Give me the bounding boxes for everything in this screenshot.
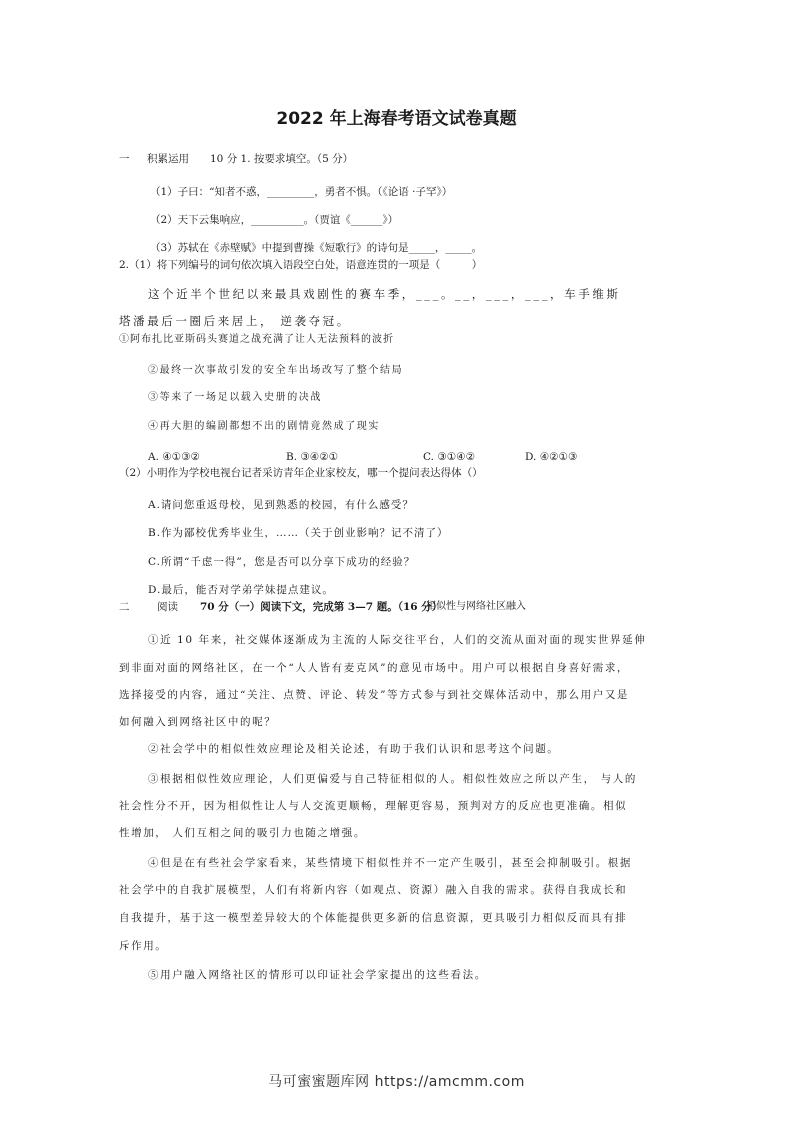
article-title: 相似性与网络社区融入 — [426, 601, 526, 612]
paragraph-1-line-4: 如何融入到网络社区中的呢？ — [119, 716, 277, 728]
sub2-option-c: C.所谓“千虑一得”，您是否可以分享下成功的经验？ — [148, 556, 416, 568]
paragraph-4-line-1: ④但是在有些社会学家看来，某些情境下相似性并不一定产生吸引，甚至会抑制吸引。根据 — [148, 857, 632, 869]
sub2-option-b: B.作为鄙校优秀毕业生，……（关于创业影响？记不清了） — [148, 527, 449, 539]
choice-b: B. ③④②① — [286, 451, 339, 463]
sentence-3: ③等来了一场足以载入史册的决战 — [148, 392, 322, 403]
sentence-1: ①阿布扎比亚斯码头赛道之战充满了让人无法预料的波折 — [119, 334, 394, 345]
paragraph-1-line-3: 选择接受的内容，通过“关注、点赞、评论、转发”等方式参与到社交媒体活动中，那么用户又是 — [119, 689, 630, 701]
paragraph-2-line-1: ②社会学中的相似性效应理论及相关论述，有助于我们认识和思考这个问题。 — [148, 743, 560, 755]
fill-item-3: （3）苏轼在《赤壁赋》中提到曹操《短歌行》的诗句是_____，_____。 — [150, 242, 483, 254]
paragraph-4-line-2: 社会学中的自我扩展模型，人们有将新内容（如观点、资源）融入自我的需求。获得自我成长和 — [119, 884, 628, 896]
paragraph-5-line-1: ⑤用户融入网络社区的情形可以印证社会学家提出的这些看法。 — [148, 969, 487, 981]
section2-header: 70 分（一）阅读下文，完成第 3—7 题。（16 分） — [200, 601, 443, 613]
fill-item-1: （1）子曰：“知者不惑，_________，勇者不惧。（《论语 ·子罕》） — [150, 186, 453, 198]
section2-number: 二 — [119, 601, 130, 613]
question2-stem: 2.（1）将下列编号的词句依次填入语段空白处，语意连贯的一项是（ ） — [119, 259, 483, 271]
paragraph-3-line-1: ③根据相似性效应理论，人们更偏爱与自己特征相似的人。相似性效应之所以产生， 与人的 — [148, 773, 637, 785]
fill-item-2: （2）天下云集响应，__________。（贾谊《______》） — [150, 214, 399, 226]
sub2-option-a: A.请问您重返母校，见到熟悉的校园，有什么感受？ — [148, 499, 414, 511]
choice-a: A. ④①③② — [148, 451, 200, 463]
choice-d: D. ④②①③ — [525, 451, 578, 463]
passage-line-1: 这个近半个世纪以来最具戏剧性的赛车季，___。__，___，___，车手维斯 — [148, 287, 621, 301]
passage-line-2: 塔潘最后一圈后来居上， 逆袭夺冠。 — [119, 314, 351, 328]
paragraph-4-line-3: 自我提升，基于这一模型差异较大的个体能提供更多新的信息资源，更具吸引力相似反而具有排 — [119, 912, 628, 924]
paragraph-1-line-1: ①近 10 年来，社交媒体逐渐成为主流的人际交往平台，人们的交流从面对面的现实世界延伸 — [148, 634, 647, 646]
paragraph-3-line-3: 性增加， 人们互相之间的吸引力也随之增强。 — [119, 827, 366, 839]
section1-name: 积累运用 — [147, 153, 189, 165]
footer-watermark: 马可蜜蜜题库网 https://amcmm.com — [268, 1074, 525, 1090]
question2-sub2-stem: （2）小明作为学校电视台记者采访青年企业家校友，哪一个提问表达得体（） — [119, 467, 483, 479]
section1-number: 一 — [119, 153, 130, 165]
paragraph-3-line-2: 社会性分不开，因为相似性让人与人交流更顺畅，理解更容易，预判对方的反应也更准确。相似 — [119, 800, 628, 812]
sentence-2: ②最终一次事故引发的安全车出场改写了整个结局 — [148, 365, 404, 376]
sentence-4: ④再大胆的编剧都想不出的剧情竟然成了现实 — [148, 421, 380, 432]
question1-stem: 10 分 1. 按要求填空。（5 分） — [210, 153, 354, 165]
page-title: 2022 年上海春考语文试卷真题 — [276, 109, 517, 129]
choice-c: C. ③①④② — [423, 451, 475, 463]
paragraph-1-line-2: 到非面对面的网络社区，在一个“人人皆有麦克风”的意见市场中。用户可以根据自身喜好需求， — [119, 662, 630, 674]
paragraph-4-line-4: 斥作用。 — [119, 940, 168, 952]
sub2-option-d: D.最后，能否对学弟学妹提点建议。 — [148, 584, 334, 596]
section2-name: 阅读 — [157, 601, 178, 613]
